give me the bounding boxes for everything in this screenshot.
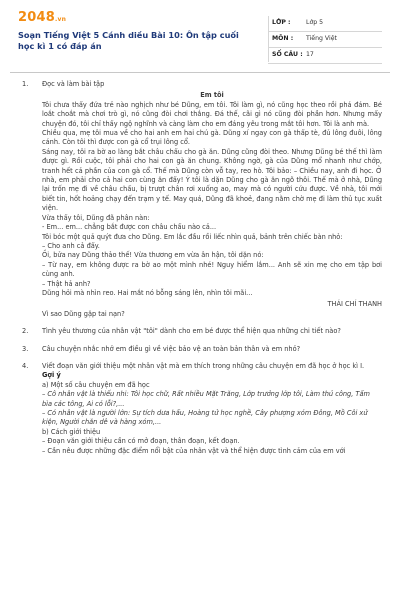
question-prompt: Đọc và làm bài tập — [42, 80, 105, 88]
story-paragraph: – Thật hả anh? — [42, 279, 91, 288]
spacer — [22, 337, 382, 345]
meta-row-class — [268, 16, 382, 32]
hint-label: Gợi ý — [42, 371, 61, 380]
story-paragraph: Tôi chưa thấy đứa trẻ nào nghịch như bé Dũng, em tôi. Tôi làm gì, nó cũng học theo rồi phá đám. Bé loắt choắt mà chơi trò gì, nó cũng đòi chơi thắng. Đá thế, cãi gì nó cũng đòi phần hơn. Nhưng mấy chuyện đó, tôi chỉ thấy ngộ nghĩnh và càng làm cho em đáng yêu trong mắt tôi hơn. Tôi là anh mà. — [42, 100, 382, 128]
question-1 — [22, 80, 382, 319]
story-paragraph: Tôi bóc một quả quýt đưa cho Dũng. Em lắc đầu rồi liếc nhìn quả, bảnh trên chiếc bàn nhỏ: — [42, 232, 343, 241]
story-paragraph: – Từ nay, em không được ra bờ ao một mình nhé! Nguy hiểm lắm... Anh sẽ xin mẹ cho em tập bơi cùng anh. — [42, 260, 382, 279]
question-text: Viết đoạn văn giới thiệu một nhân vật mà em thích trong những câu chuyện em đã học ở học kì I. — [42, 361, 365, 370]
meta-table — [268, 16, 382, 64]
story-paragraph: Dũng hỏi mà nhìn reo. Hai mắt nó bỗng sáng lên, nhìn tôi mãi... — [42, 288, 253, 297]
story-paragraph: – Cho anh cả đấy. — [42, 241, 100, 250]
meta-row-subject — [268, 32, 382, 48]
question-3 — [22, 345, 382, 354]
hint-line: – Có nhân vật là người lớn: Sự tích dưa hấu, Hoàng tử học nghề, Cây phượng xóm Đông, Mồ Côi xử kiện, Người chăn dê và hàng xóm,... — [42, 409, 368, 427]
meta-value: Tiếng Việt — [306, 35, 337, 42]
meta-row-count — [268, 48, 382, 64]
spacer — [22, 354, 382, 362]
header-divider — [10, 72, 390, 73]
meta-key: MÔN : — [272, 35, 294, 42]
hint-line: b) Cách giới thiệu — [42, 427, 101, 436]
spacer — [22, 319, 382, 327]
meta-value: Lớp 5 — [306, 19, 324, 26]
hint-line: – Cần nêu được những đặc điểm nổi bật của nhân vật và thể hiện được tình cảm của em với — [42, 446, 346, 455]
hint-line: a) Một số câu chuyện em đã học — [42, 380, 150, 389]
question-number: 2. — [22, 327, 29, 336]
meta-key: LỚP : — [272, 19, 291, 26]
meta-value: 17 — [306, 51, 314, 58]
page-title: Soạn Tiếng Việt 5 Cánh diều Bài 10: Ôn tập cuối học kì 1 có đáp án — [18, 30, 239, 51]
hint-line: – Đoạn văn giới thiệu cần có mở đoạn, thân đoạn, kết đoạn. — [42, 437, 240, 446]
story-title: Em tôi — [200, 91, 224, 100]
question-text: Câu chuyện nhắc nhở em điều gì về việc bảo vệ an toàn bản thân và em nhỏ? — [42, 344, 301, 353]
story-question: Vì sao Dũng gặp tai nạn? — [42, 309, 125, 318]
question-text: Tình yêu thương của nhân vật "tôi" dành cho em bé được thể hiện qua những chi tiết nào? — [42, 327, 341, 336]
story-paragraph: Vừa thấy tôi, Dũng đã phân nàn: — [42, 213, 150, 222]
meta-key: SỐ CÂU : — [272, 51, 303, 58]
question-number: 4. — [22, 361, 29, 370]
story-author: THÁI CHÍ THANH — [327, 300, 382, 309]
story-paragraph: Ồi, bửa nay Dũng thảo thế! Vừa thương em vừa ân hận, tôi dặn nó: — [42, 251, 264, 260]
question-number: 3. — [22, 344, 29, 353]
question-4 — [22, 362, 382, 456]
site-logo[interactable] — [18, 10, 66, 25]
story-paragraph: - Em... em... chẳng bắt được con châu chấu nào cả... — [42, 223, 217, 232]
logo-suffix: .vn — [54, 16, 67, 23]
question-2 — [22, 327, 382, 336]
hint-line: – Cô nhân vật là thiếu nhi: Tôi học chữ, Rất nhiều Mặt Trăng, Lớp trưởng lớp tôi, Làm thủ công, Tấm bìa các tông, Ai có lỗi?,... — [42, 390, 370, 408]
question-number: 1. — [22, 80, 29, 88]
document-body — [22, 80, 382, 456]
story-paragraph: Chiều qua, mẹ tôi mua về cho hai anh em hai chú gà. Dũng xí ngay con gà thấp tè, đủ lông đuôi, lông cánh. Còn tôi thì được con gà cổ trụi lông cổ. — [42, 129, 382, 147]
document-header — [18, 10, 382, 66]
logo-main: 2048 — [18, 10, 55, 25]
story-paragraph: Sáng nay, tôi ra bờ ao làng bắt châu chấu cho gà ăn. Dũng cũng đòi theo. Nhưng Dũng bé thế thì làm được gì. Rồi cuộc, tôi phải cho hai con gà ăn chung. Không ngờ, gà của Dũng mổ nhanh như chớp, tranh hết cả phần của con gà cổ. Thế mà Dũng còn vỗ tay, reo hò. Tôi bảo: – Chiều nay, anh đi học. Ở nhà, em phải cho cả hai con cùng ăn đấy! Ý tôi là dặn Dũng cho gà ăn ngõ thôi. Thế mà ở nhà, Dũng lại trốn mẹ đi về châu chấu, bị trượt chân rơi xuống ao, may mà có người cứu được. Về nhà, tôi mới biết tin, hốt hoảng chạy đến trạm y tế. May quá, Dũng đã khoẻ, đang nằm chờ mẹ đi làm thủ tục xuất viện. — [42, 147, 382, 213]
